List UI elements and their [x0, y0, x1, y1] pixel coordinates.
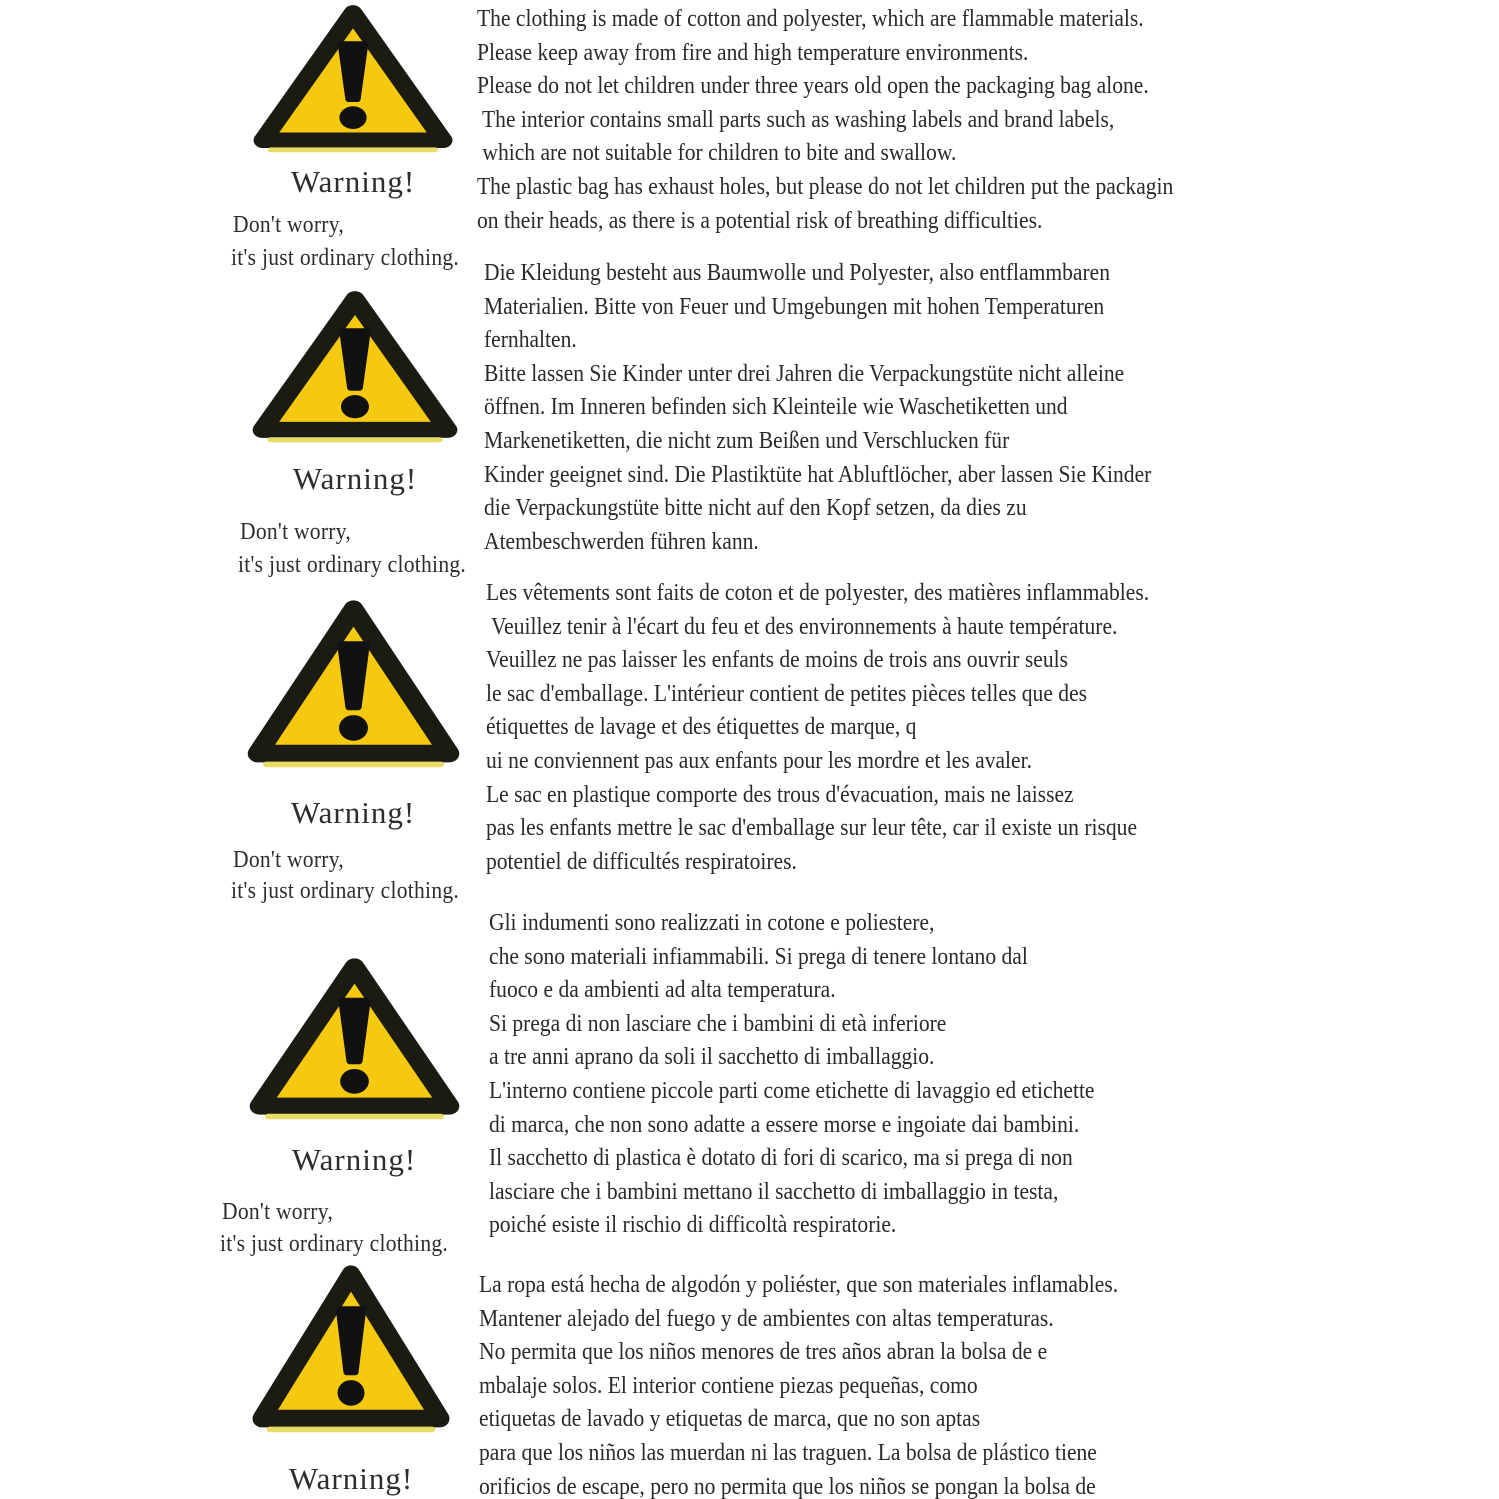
text-line: Bitte lassen Sie Kinder unter drei Jahren die Verpackungstüte nicht alleine — [484, 359, 1125, 387]
german-warning-text — [484, 256, 1242, 558]
warning-subtitle-1: Don't worry, — [233, 846, 345, 873]
warning-title: Warning! — [290, 164, 416, 199]
text-line: le sac d'emballage. L'intérieur contient de petites pièces telles que des — [486, 679, 1088, 707]
warning-subtitle-2: it's just ordinary clothing. — [231, 877, 460, 904]
text-line: Veuillez tenir à l'écart du feu et des environnements à haute température. — [486, 612, 1118, 640]
text-line: etiquetas de lavado y etiquetas de marca, que no son aptas — [479, 1405, 981, 1433]
text-line: mbalaje solos. El interior contiene piezas pequeñas, como — [479, 1371, 978, 1399]
text-line: lasciare che i bambini mettano il sacchetto di imballaggio in testa, — [489, 1177, 1059, 1205]
warning-triangle-icon — [247, 956, 462, 1120]
text-line: Mantener alejado del fuego y de ambientes con altas temperaturas. — [479, 1304, 1054, 1332]
text-line: pas les enfants mettre le sac d'emballage sur leur tête, car il existe un risque — [486, 814, 1138, 842]
warning-triangle-icon — [251, 3, 455, 153]
text-line: para que los niños las muerdan ni las traguen. La bolsa de plástico tiene — [479, 1438, 1097, 1466]
text-line: a tre anni aprano da soli il sacchetto di imballaggio. — [489, 1043, 935, 1071]
text-line: di marca, che non sono adatte a essere morse e ingoiate dai bambini. — [489, 1110, 1080, 1138]
warning-subtitle-2: it's just ordinary clothing. — [231, 244, 460, 271]
text-line: Die Kleidung besteht aus Baumwolle und Polyester, also entflammbaren — [484, 259, 1111, 286]
text-line: Si prega di non lasciare che i bambini di età inferiore — [489, 1009, 947, 1037]
text-line: poiché esiste il rischio di difficoltà respiratorie. — [489, 1211, 897, 1239]
italian-warning-text — [489, 906, 1177, 1242]
text-line: The plastic bag has exhaust holes, but please do not let children put the packagin — [477, 172, 1174, 200]
warning-triangle-icon — [245, 598, 462, 768]
warning-subtitle-2: it's just ordinary clothing. — [238, 551, 467, 578]
english-warning-text — [477, 2, 1268, 237]
warning-title: Warning! — [290, 795, 416, 830]
warning-subtitle-1: Don't worry, — [240, 518, 352, 545]
warning-title: Warning! — [288, 1461, 414, 1496]
text-line: öffnen. Im Inneren befinden sich Kleinteile wie Waschetiketten und — [484, 393, 1068, 421]
text-line: Il sacchetto di plastica è dotato di fori di scarico, ma si prega di non — [489, 1144, 1073, 1172]
text-line: orificios de escape, pero no permita que los niños se pongan la bolsa de — [479, 1472, 1096, 1499]
text-line: Please do not let children under three years old open the packaging bag alone. — [477, 72, 1149, 100]
warning-title: Warning! — [292, 461, 418, 496]
spanish-warning-text — [479, 1268, 1205, 1499]
text-line: La ropa está hecha de algodón y poliéster, que son materiales inflamables. — [479, 1271, 1119, 1298]
text-line: on their heads, as there is a potential risk of breathing difficulties. — [477, 206, 1043, 234]
text-line: L'interno contiene piccole parti come etichette di lavaggio ed etichette — [489, 1076, 1095, 1104]
text-line: che sono materiali infiammabili. Si prega di tenere lontano dal — [489, 942, 1028, 970]
text-line: Gli indumenti sono realizzati in cotone e poliestere, — [489, 909, 935, 936]
text-line: ui ne conviennent pas aux enfants pour les mordre et les avaler. — [486, 746, 1033, 774]
text-line: fernhalten. — [484, 326, 577, 354]
text-line: Le sac en plastique comporte des trous d'évacuation, mais ne laissez — [486, 780, 1074, 808]
warning-subtitle-1: Don't worry, — [222, 1198, 334, 1225]
text-line: The interior contains small parts such as washing labels and brand labels, — [477, 105, 1115, 133]
warning-title: Warning! — [291, 1142, 417, 1177]
text-line: Les vêtements sont faits de coton et de polyester, des matières inflammables. — [486, 579, 1150, 606]
text-line: Kinder geeignet sind. Die Plastiktüte hat Abluftlöcher, aber lassen Sie Kinder — [484, 460, 1152, 488]
text-line: Veuillez ne pas laisser les enfants de moins de trois ans ouvrir seuls — [486, 646, 1068, 674]
text-line: which are not suitable for children to bite and swallow. — [477, 139, 957, 167]
text-line: Markenetiketten, die nicht zum Beißen und Verschlucken für — [484, 426, 1010, 454]
text-line: Materialien. Bitte von Feuer und Umgebungen mit hohen Temperaturen — [484, 292, 1105, 320]
text-line: potentiel de difficultés respiratoires. — [486, 847, 797, 875]
text-line: The clothing is made of cotton and polyester, which are flammable materials. — [477, 5, 1144, 32]
warning-triangle-icon — [250, 1263, 452, 1433]
text-line: Please keep away from fire and high temperature environments. — [477, 38, 1029, 66]
warning-subtitle-2: it's just ordinary clothing. — [220, 1230, 449, 1257]
text-line: fuoco e da ambienti ad alta temperatura. — [489, 976, 836, 1004]
warning-triangle-icon — [250, 289, 460, 443]
text-line: Atembeschwerden führen kann. — [484, 527, 759, 555]
french-warning-text — [486, 576, 1240, 878]
warning-subtitle-1: Don't worry, — [233, 211, 345, 238]
text-line: No permita que los niños menores de tres años abran la bolsa de e — [479, 1338, 1048, 1366]
text-line: die Verpackungstüte bitte nicht auf den Kopf setzen, da dies zu — [484, 494, 1027, 522]
text-line: étiquettes de lavage et des étiquettes de marque, q — [486, 713, 917, 741]
